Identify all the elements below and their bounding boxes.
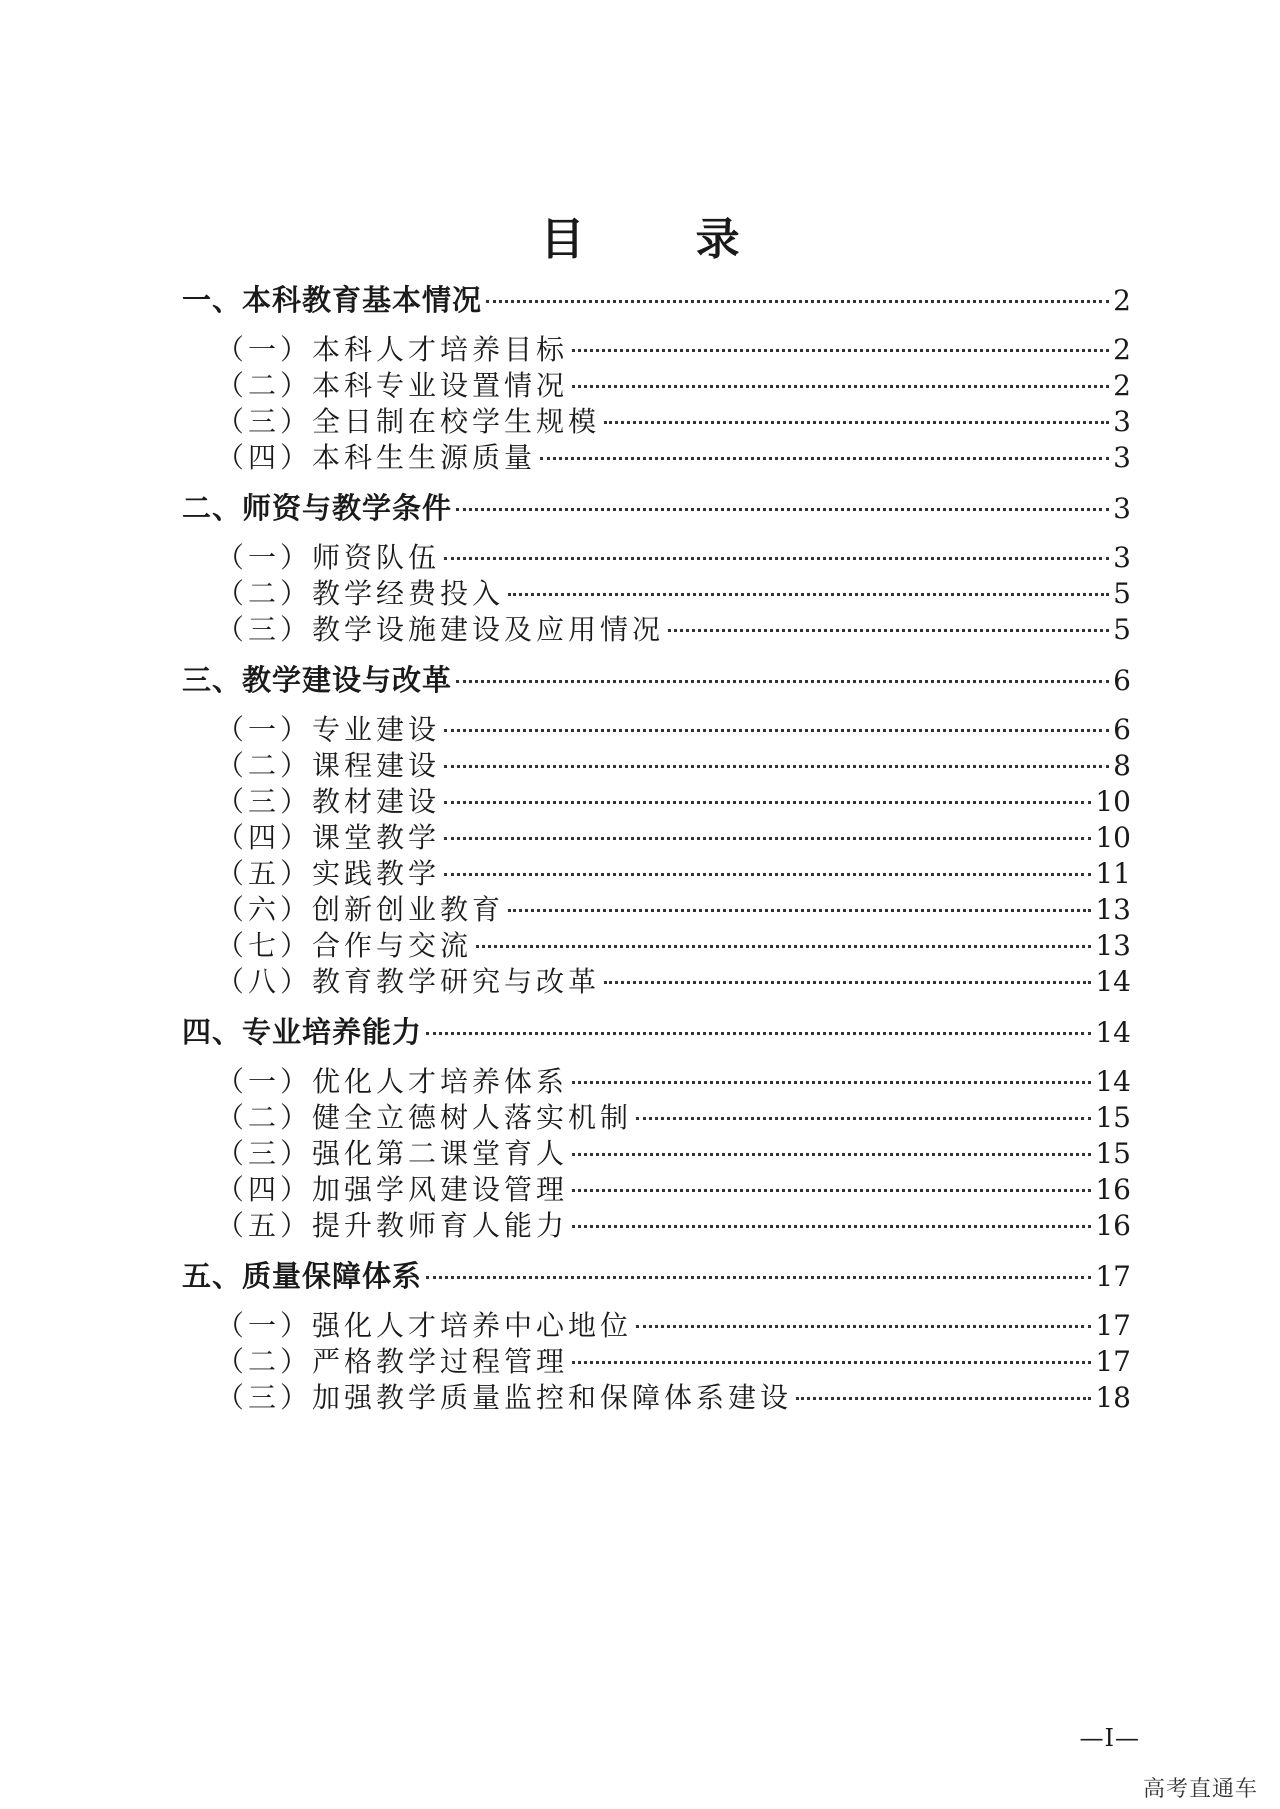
toc-page-number: 10 (1095, 821, 1131, 854)
toc-dot-leader (572, 349, 1109, 352)
toc-page-number: 14 (1095, 1016, 1131, 1049)
toc-dot-leader (508, 593, 1109, 596)
toc-dot-leader (444, 873, 1091, 876)
toc-entry-label: （二）健全立德树人落实机制 (216, 1101, 633, 1134)
toc-subsection-entry[interactable] (216, 1377, 1131, 1419)
toc-page-number: 17 (1095, 1260, 1131, 1293)
toc-dot-leader (572, 1189, 1091, 1192)
toc-entry-label: （八）教育教学研究与改革 (216, 965, 601, 998)
toc-entry-label: （六）创新创业教育 (216, 893, 505, 926)
toc-page-number: 3 (1113, 405, 1131, 438)
toc-subsection-entry[interactable] (216, 961, 1131, 1003)
toc-entry-label: 四、专业培养能力 (182, 1015, 423, 1049)
toc-entry-label: （四）本科生生源质量 (216, 441, 537, 474)
toc-dot-leader (572, 1081, 1091, 1084)
watermark-text: 高考直通车 (1142, 1777, 1258, 1802)
toc-page-number: 10 (1095, 785, 1131, 818)
toc-subsection-entry[interactable] (216, 609, 1131, 651)
toc-page-number: 16 (1095, 1173, 1131, 1206)
toc-page-number: 14 (1095, 965, 1131, 998)
toc-dot-leader (572, 1225, 1091, 1228)
toc-page-number: 15 (1095, 1137, 1131, 1170)
toc-entry-label: （一）师资队伍 (216, 541, 441, 574)
toc-entry-label: （二）课程建设 (216, 749, 441, 782)
toc-entry-label: （二）本科专业设置情况 (216, 369, 569, 402)
toc-section-heading[interactable] (182, 487, 1131, 529)
toc-section-heading[interactable] (182, 1255, 1131, 1297)
footer-page-number: —I— (1079, 1724, 1140, 1752)
toc-entry-label: （二）教学经费投入 (216, 577, 505, 610)
toc-entry-label: 五、质量保障体系 (182, 1259, 423, 1293)
toc-dot-leader (668, 629, 1109, 632)
toc-entry-label: 一、本科教育基本情况 (182, 283, 483, 317)
toc-dot-leader (636, 1325, 1091, 1328)
toc-entry-label: （一）优化人才培养体系 (216, 1065, 569, 1098)
toc-dot-leader (444, 801, 1091, 804)
toc-page-number: 6 (1113, 664, 1131, 697)
toc-entry-label: （四）加强学风建设管理 (216, 1173, 569, 1206)
toc-dot-leader (540, 457, 1109, 460)
toc-page-number: 14 (1095, 1065, 1131, 1098)
toc-dot-leader (426, 1276, 1091, 1279)
toc-page-number: 11 (1095, 857, 1131, 890)
toc-entry-label: （三）教学设施建设及应用情况 (216, 613, 665, 646)
toc-page-number: 2 (1113, 369, 1131, 402)
toc-entry-label: （三）强化第二课堂育人 (216, 1137, 569, 1170)
toc-dot-leader (456, 508, 1109, 511)
toc-dot-leader (604, 421, 1109, 424)
toc-dot-leader (508, 909, 1091, 912)
toc-subsection-entry[interactable] (216, 1205, 1131, 1247)
toc-page-number: 17 (1095, 1345, 1131, 1378)
toc-page-number: 3 (1113, 541, 1131, 574)
toc-page-number: 3 (1113, 492, 1131, 525)
toc-dot-leader (456, 680, 1109, 683)
toc-entry-label: （一）本科人才培养目标 (216, 333, 569, 366)
toc-dot-leader (476, 945, 1091, 948)
toc-page-number: 15 (1095, 1101, 1131, 1134)
toc-dot-leader (572, 1361, 1091, 1364)
page-title: 目 录 (540, 214, 788, 265)
toc-entry-label: （三）全日制在校学生规模 (216, 405, 601, 438)
toc-entry-label: （二）严格教学过程管理 (216, 1345, 569, 1378)
toc-dot-leader (572, 385, 1109, 388)
toc-page-number: 17 (1095, 1309, 1131, 1342)
toc-subsection-entry[interactable] (216, 437, 1131, 479)
toc-section-heading[interactable] (182, 1011, 1131, 1053)
toc-entry-label: （七）合作与交流 (216, 929, 473, 962)
toc-page-number: 5 (1113, 577, 1131, 610)
toc-page-number: 3 (1113, 441, 1131, 474)
toc-dot-leader (426, 1032, 1091, 1035)
toc-page-number: 8 (1113, 749, 1131, 782)
toc-dot-leader (572, 1153, 1091, 1156)
toc-page-number: 13 (1095, 929, 1131, 962)
toc-entry-label: 三、教学建设与改革 (182, 663, 453, 697)
toc-dot-leader (444, 729, 1109, 732)
toc-entry-label: （四）课堂教学 (216, 821, 441, 854)
toc-dot-leader (444, 557, 1109, 560)
toc-entry-label: （五）实践教学 (216, 857, 441, 890)
toc-page-number: 6 (1113, 713, 1131, 746)
toc-dot-leader (444, 765, 1109, 768)
toc-entry-label: （三）教材建设 (216, 785, 441, 818)
toc-dot-leader (636, 1117, 1091, 1120)
toc-page-number: 2 (1113, 333, 1131, 366)
toc-entry-label: 二、师资与教学条件 (182, 491, 453, 525)
toc-dot-leader (796, 1397, 1091, 1400)
toc-dot-leader (444, 837, 1091, 840)
toc-section-heading[interactable] (182, 659, 1131, 701)
toc-dot-leader (486, 300, 1109, 303)
toc-page-number: 13 (1095, 893, 1131, 926)
toc-entry-label: （三）加强教学质量监控和保障体系建设 (216, 1381, 793, 1414)
toc-entry-label: （一）专业建设 (216, 713, 441, 746)
toc-entry-label: （五）提升教师育人能力 (216, 1209, 569, 1242)
toc-page-number: 2 (1113, 284, 1131, 317)
toc-entry-label: （一）强化人才培养中心地位 (216, 1309, 633, 1342)
toc-dot-leader (604, 981, 1091, 984)
toc-page-number: 5 (1113, 613, 1131, 646)
toc-page-number: 16 (1095, 1209, 1131, 1242)
toc-page-number: 18 (1095, 1381, 1131, 1414)
toc-section-heading[interactable] (182, 279, 1131, 321)
